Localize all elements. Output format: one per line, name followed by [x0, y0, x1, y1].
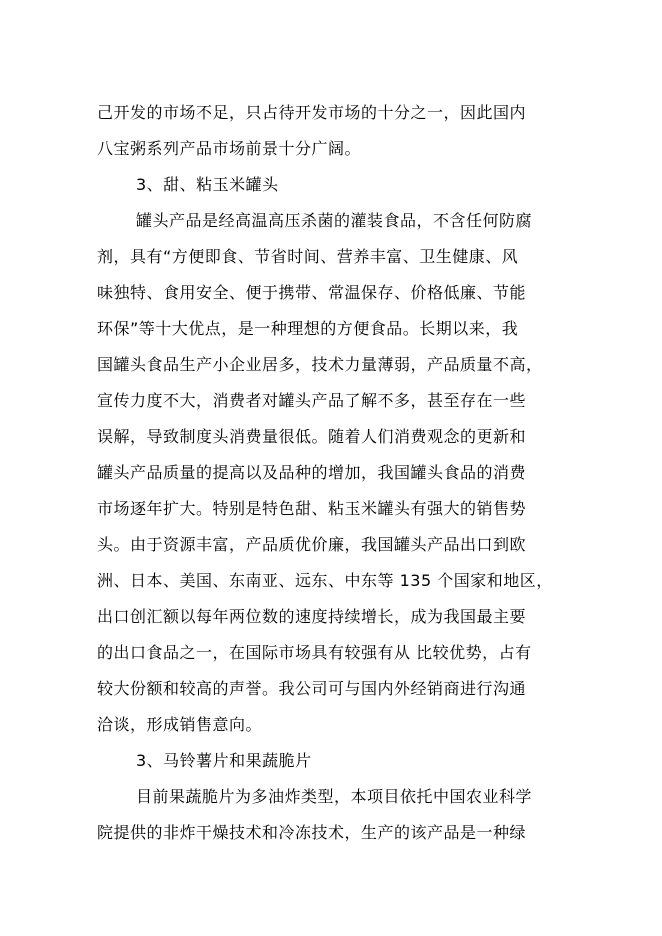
body-text-line: 较大份额和较高的声誉。我公司可与国内外经销商进行沟通 [97, 679, 527, 698]
section-heading: 3、马铃薯片和果蔬脆片 [136, 751, 312, 770]
body-text-line: 院提供的非炸干燥技术和冷冻技术，生产的该产品是一种绿 [97, 823, 527, 842]
body-text-line: 味独特、食用安全、便于携带、常温保存、价格低廉、节能 [97, 283, 527, 302]
body-text-line: 误解，导致制度头消费量很低。随着人们消费观念的更新和 [97, 427, 527, 446]
body-text-line: 环保”等十大优点，是一种理想的方便食品。长期以来，我 [97, 319, 519, 338]
body-text-line: 宣传力度不大，消费者对罐头产品了解不多，甚至存在一些 [97, 391, 527, 410]
body-text-line: 剂，具有“方便即食、节省时间、营养丰富、卫生健康、风 [97, 247, 519, 266]
body-text-line: 洲、日本、美国、东南亚、远东、中东等 135 个国家和地区， [97, 571, 553, 590]
body-text-line: 罐头产品质量的提高以及品种的增加，我国罐头食品的消费 [97, 463, 527, 482]
body-text-line: 市场逐年扩大。特别是特色甜、粘玉米罐头有强大的销售势 [97, 499, 527, 518]
body-text-line: 洽谈，形成销售意向。 [97, 715, 263, 734]
body-text-line: 头。由于资源丰富，产品质优价廉，我国罐头产品出口到欧 [97, 535, 527, 554]
body-text-line: 出口创汇额以每年两位数的速度持续增长，成为我国最主要 [97, 607, 527, 626]
body-text-line: 的出口食品之一，在国际市场具有较强有从 比较优势，占有 [97, 643, 532, 662]
paragraph-first-line: 目前果蔬脆片为多油炸类型，本项目依托中国农业科学 [136, 787, 533, 806]
body-text-line: 己开发的市场不足，只占待开发市场的十分之一，因此国内 [97, 103, 527, 122]
body-text-line: 八宝粥系列产品市场前景十分广阔。 [97, 139, 362, 158]
body-text-line: 国罐头食品生产小企业居多，技术力量薄弱，产品质量不高， [97, 355, 543, 374]
section-heading: 3、甜、粘玉米罐头 [136, 175, 279, 194]
paragraph-first-line: 罐头产品是经高温高压杀菌的灌装食品，不含任何防腐 [136, 211, 533, 230]
